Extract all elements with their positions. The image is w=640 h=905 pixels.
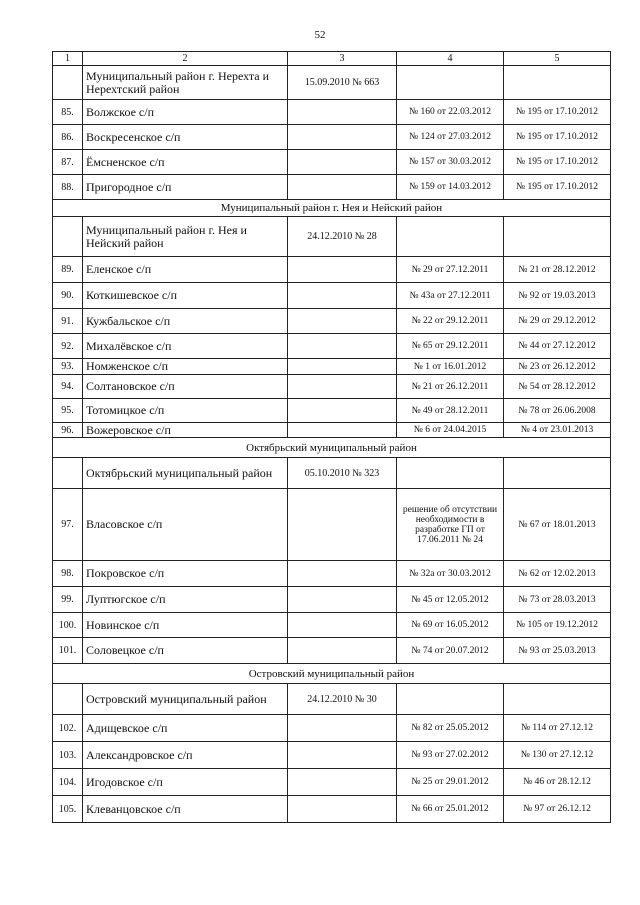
general-plan-decision bbox=[397, 66, 504, 100]
land-use-rules-decision: № 105 от 19.12.2012 bbox=[504, 613, 611, 638]
row-number: 102. bbox=[53, 715, 83, 742]
district-row bbox=[53, 684, 611, 715]
land-use-rules-decision bbox=[504, 217, 611, 257]
settlement-row bbox=[53, 796, 611, 823]
settlement-name: Михалёвское с/п bbox=[83, 334, 288, 359]
approval-date bbox=[288, 334, 397, 359]
settlement-row bbox=[53, 613, 611, 638]
row-number: 92. bbox=[53, 334, 83, 359]
general-plan-decision bbox=[397, 458, 504, 489]
row-number: 86. bbox=[53, 125, 83, 150]
settlement-row bbox=[53, 309, 611, 334]
approval-date bbox=[288, 587, 397, 613]
region-header-row bbox=[53, 664, 611, 684]
row-number: 100. bbox=[53, 613, 83, 638]
row-number: 97. bbox=[53, 489, 83, 561]
general-plan-decision: № 82 от 25.05.2012 bbox=[397, 715, 504, 742]
row-number: 88. bbox=[53, 175, 83, 200]
settlement-row bbox=[53, 587, 611, 613]
settlement-name: Воскресенское с/п bbox=[83, 125, 288, 150]
land-use-rules-decision bbox=[504, 684, 611, 715]
settlement-name: Александровское с/п bbox=[83, 742, 288, 769]
general-plan-decision: № 66 от 25.01.2012 bbox=[397, 796, 504, 823]
row-number bbox=[53, 458, 83, 489]
land-use-rules-decision: № 195 от 17.10.2012 bbox=[504, 100, 611, 125]
row-number: 105. bbox=[53, 796, 83, 823]
district-name: Октябрьский муниципальный район bbox=[83, 458, 288, 489]
settlement-name: Власовское с/п bbox=[83, 489, 288, 561]
settlement-name: Соловецкое с/п bbox=[83, 638, 288, 664]
land-use-rules-decision: № 21 от 28.12.2012 bbox=[504, 257, 611, 283]
settlement-row bbox=[53, 100, 611, 125]
approval-date bbox=[288, 638, 397, 664]
approval-date bbox=[288, 150, 397, 175]
land-use-rules-decision: № 67 от 18.01.2013 bbox=[504, 489, 611, 561]
row-number: 91. bbox=[53, 309, 83, 334]
general-plan-decision: № 69 от 16.05.2012 bbox=[397, 613, 504, 638]
land-use-rules-decision: № 44 от 27.12.2012 bbox=[504, 334, 611, 359]
land-use-rules-decision: № 73 от 28.03.2013 bbox=[504, 587, 611, 613]
approval-date bbox=[288, 359, 397, 375]
page-number: 52 bbox=[314, 29, 326, 41]
settlement-name: Игодовское с/п bbox=[83, 769, 288, 796]
row-number: 99. bbox=[53, 587, 83, 613]
general-plan-decision: № 157 от 30.03.2012 bbox=[397, 150, 504, 175]
land-use-rules-decision bbox=[504, 66, 611, 100]
general-plan-decision: № 160 от 22.03.2012 bbox=[397, 100, 504, 125]
settlement-name: Номженское с/п bbox=[83, 359, 288, 375]
land-use-rules-decision: № 54 от 28.12.2012 bbox=[504, 375, 611, 399]
table-body bbox=[53, 52, 611, 823]
municipal-plans-table bbox=[52, 51, 611, 823]
column-number-3: 3 bbox=[288, 52, 397, 66]
settlement-name: Солтановское с/п bbox=[83, 375, 288, 399]
land-use-rules-decision: № 23 от 26.12.2012 bbox=[504, 359, 611, 375]
region-title: Муниципальный район г. Нея и Нейский район bbox=[53, 200, 611, 217]
approval-date bbox=[288, 375, 397, 399]
column-number-header-row bbox=[53, 52, 611, 66]
settlement-name: Вожеровское с/п bbox=[83, 423, 288, 438]
column-number-2: 2 bbox=[83, 52, 288, 66]
district-row bbox=[53, 217, 611, 257]
settlement-name: Новинское с/п bbox=[83, 613, 288, 638]
district-name: Муниципальный район г. Нея и Нейский район bbox=[83, 217, 288, 257]
approval-date: 15.09.2010 № 663 bbox=[288, 66, 397, 100]
settlement-row bbox=[53, 769, 611, 796]
settlement-name: Пригородное с/п bbox=[83, 175, 288, 200]
land-use-rules-decision: № 195 от 17.10.2012 bbox=[504, 150, 611, 175]
settlement-row bbox=[53, 125, 611, 150]
general-plan-decision: № 1 от 16.01.2012 bbox=[397, 359, 504, 375]
row-number: 96. bbox=[53, 423, 83, 438]
approval-date bbox=[288, 399, 397, 423]
settlement-name: Кужбальское с/п bbox=[83, 309, 288, 334]
settlement-row bbox=[53, 257, 611, 283]
general-plan-decision: № 74 от 20.07.2012 bbox=[397, 638, 504, 664]
land-use-rules-decision: № 78 от 26.06.2008 bbox=[504, 399, 611, 423]
settlement-row bbox=[53, 175, 611, 200]
row-number: 85. bbox=[53, 100, 83, 125]
land-use-rules-decision: № 29 от 29.12.2012 bbox=[504, 309, 611, 334]
approval-date: 24.12.2010 № 30 bbox=[288, 684, 397, 715]
settlement-row bbox=[53, 489, 611, 561]
settlement-row bbox=[53, 375, 611, 399]
approval-date: 24.12.2010 № 28 bbox=[288, 217, 397, 257]
approval-date: 05.10.2010 № 323 bbox=[288, 458, 397, 489]
region-header-row bbox=[53, 438, 611, 458]
settlement-name: Волжское с/п bbox=[83, 100, 288, 125]
row-number bbox=[53, 684, 83, 715]
general-plan-decision: № 25 от 29.01.2012 bbox=[397, 769, 504, 796]
settlement-name: Коткишевское с/п bbox=[83, 283, 288, 309]
approval-date bbox=[288, 423, 397, 438]
region-title: Октябрьский муниципальный район bbox=[53, 438, 611, 458]
general-plan-decision: № 29 от 27.12.2011 bbox=[397, 257, 504, 283]
district-row bbox=[53, 458, 611, 489]
land-use-rules-decision: № 114 от 27.12.12 bbox=[504, 715, 611, 742]
general-plan-decision: № 45 от 12.05.2012 bbox=[397, 587, 504, 613]
row-number: 94. bbox=[53, 375, 83, 399]
row-number bbox=[53, 217, 83, 257]
general-plan-decision: № 93 от 27.02.2012 bbox=[397, 742, 504, 769]
column-number-5: 5 bbox=[504, 52, 611, 66]
land-use-rules-decision: № 97 от 26.12.12 bbox=[504, 796, 611, 823]
district-row bbox=[53, 66, 611, 100]
approval-date bbox=[288, 175, 397, 200]
approval-date bbox=[288, 125, 397, 150]
column-number-4: 4 bbox=[397, 52, 504, 66]
row-number: 87. bbox=[53, 150, 83, 175]
approval-date bbox=[288, 769, 397, 796]
row-number: 89. bbox=[53, 257, 83, 283]
settlement-row bbox=[53, 423, 611, 438]
approval-date bbox=[288, 257, 397, 283]
settlement-row bbox=[53, 334, 611, 359]
approval-date bbox=[288, 796, 397, 823]
general-plan-decision bbox=[397, 684, 504, 715]
settlement-row bbox=[53, 399, 611, 423]
settlement-row bbox=[53, 150, 611, 175]
district-name: Муниципальный район г. Нерехта и Нерехтский район bbox=[83, 66, 288, 100]
land-use-rules-decision: № 46 от 28.12.12 bbox=[504, 769, 611, 796]
approval-date bbox=[288, 742, 397, 769]
general-plan-decision: № 21 от 26.12.2011 bbox=[397, 375, 504, 399]
region-header-row bbox=[53, 200, 611, 217]
land-use-rules-decision: № 62 от 12.02.2013 bbox=[504, 561, 611, 587]
approval-date bbox=[288, 613, 397, 638]
column-number-1: 1 bbox=[53, 52, 83, 66]
row-number: 104. bbox=[53, 769, 83, 796]
settlement-row bbox=[53, 283, 611, 309]
row-number: 98. bbox=[53, 561, 83, 587]
settlement-name: Еленское с/п bbox=[83, 257, 288, 283]
settlement-name: Луптюгское с/п bbox=[83, 587, 288, 613]
row-number: 95. bbox=[53, 399, 83, 423]
approval-date bbox=[288, 561, 397, 587]
general-plan-decision: № 49 от 28.12.2011 bbox=[397, 399, 504, 423]
settlement-row bbox=[53, 742, 611, 769]
settlement-row bbox=[53, 561, 611, 587]
row-number bbox=[53, 66, 83, 100]
land-use-rules-decision: № 195 от 17.10.2012 bbox=[504, 125, 611, 150]
land-use-rules-decision: № 195 от 17.10.2012 bbox=[504, 175, 611, 200]
general-plan-decision: решение об отсутствии необходимости в разработке ГП от 17.06.2011 № 24 bbox=[397, 489, 504, 561]
settlement-name: Адищевское с/п bbox=[83, 715, 288, 742]
land-use-rules-decision: № 93 от 25.03.2013 bbox=[504, 638, 611, 664]
district-name: Островский муниципальный район bbox=[83, 684, 288, 715]
row-number: 103. bbox=[53, 742, 83, 769]
approval-date bbox=[288, 309, 397, 334]
settlement-row bbox=[53, 359, 611, 375]
approval-date bbox=[288, 489, 397, 561]
region-title: Островский муниципальный район bbox=[53, 664, 611, 684]
general-plan-decision: № 6 от 24.04.2015 bbox=[397, 423, 504, 438]
settlement-name: Покровское с/п bbox=[83, 561, 288, 587]
settlement-row bbox=[53, 638, 611, 664]
general-plan-decision: № 159 от 14.03.2012 bbox=[397, 175, 504, 200]
land-use-rules-decision: № 130 от 27.12.12 bbox=[504, 742, 611, 769]
general-plan-decision: № 22 от 29.12.2011 bbox=[397, 309, 504, 334]
row-number: 90. bbox=[53, 283, 83, 309]
land-use-rules-decision bbox=[504, 458, 611, 489]
land-use-rules-decision: № 4 от 23.01.2013 bbox=[504, 423, 611, 438]
general-plan-decision: № 124 от 27.03.2012 bbox=[397, 125, 504, 150]
general-plan-decision: № 32а от 30.03.2012 bbox=[397, 561, 504, 587]
row-number: 93. bbox=[53, 359, 83, 375]
general-plan-decision bbox=[397, 217, 504, 257]
general-plan-decision: № 43а от 27.12.2011 bbox=[397, 283, 504, 309]
approval-date bbox=[288, 283, 397, 309]
row-number: 101. bbox=[53, 638, 83, 664]
approval-date bbox=[288, 100, 397, 125]
approval-date bbox=[288, 715, 397, 742]
settlement-name: Ёмсненское с/п bbox=[83, 150, 288, 175]
settlement-name: Клеванцовское с/п bbox=[83, 796, 288, 823]
settlement-name: Тотомицкое с/п bbox=[83, 399, 288, 423]
land-use-rules-decision: № 92 от 19.03.2013 bbox=[504, 283, 611, 309]
general-plan-decision: № 65 от 29.12.2011 bbox=[397, 334, 504, 359]
settlement-row bbox=[53, 715, 611, 742]
